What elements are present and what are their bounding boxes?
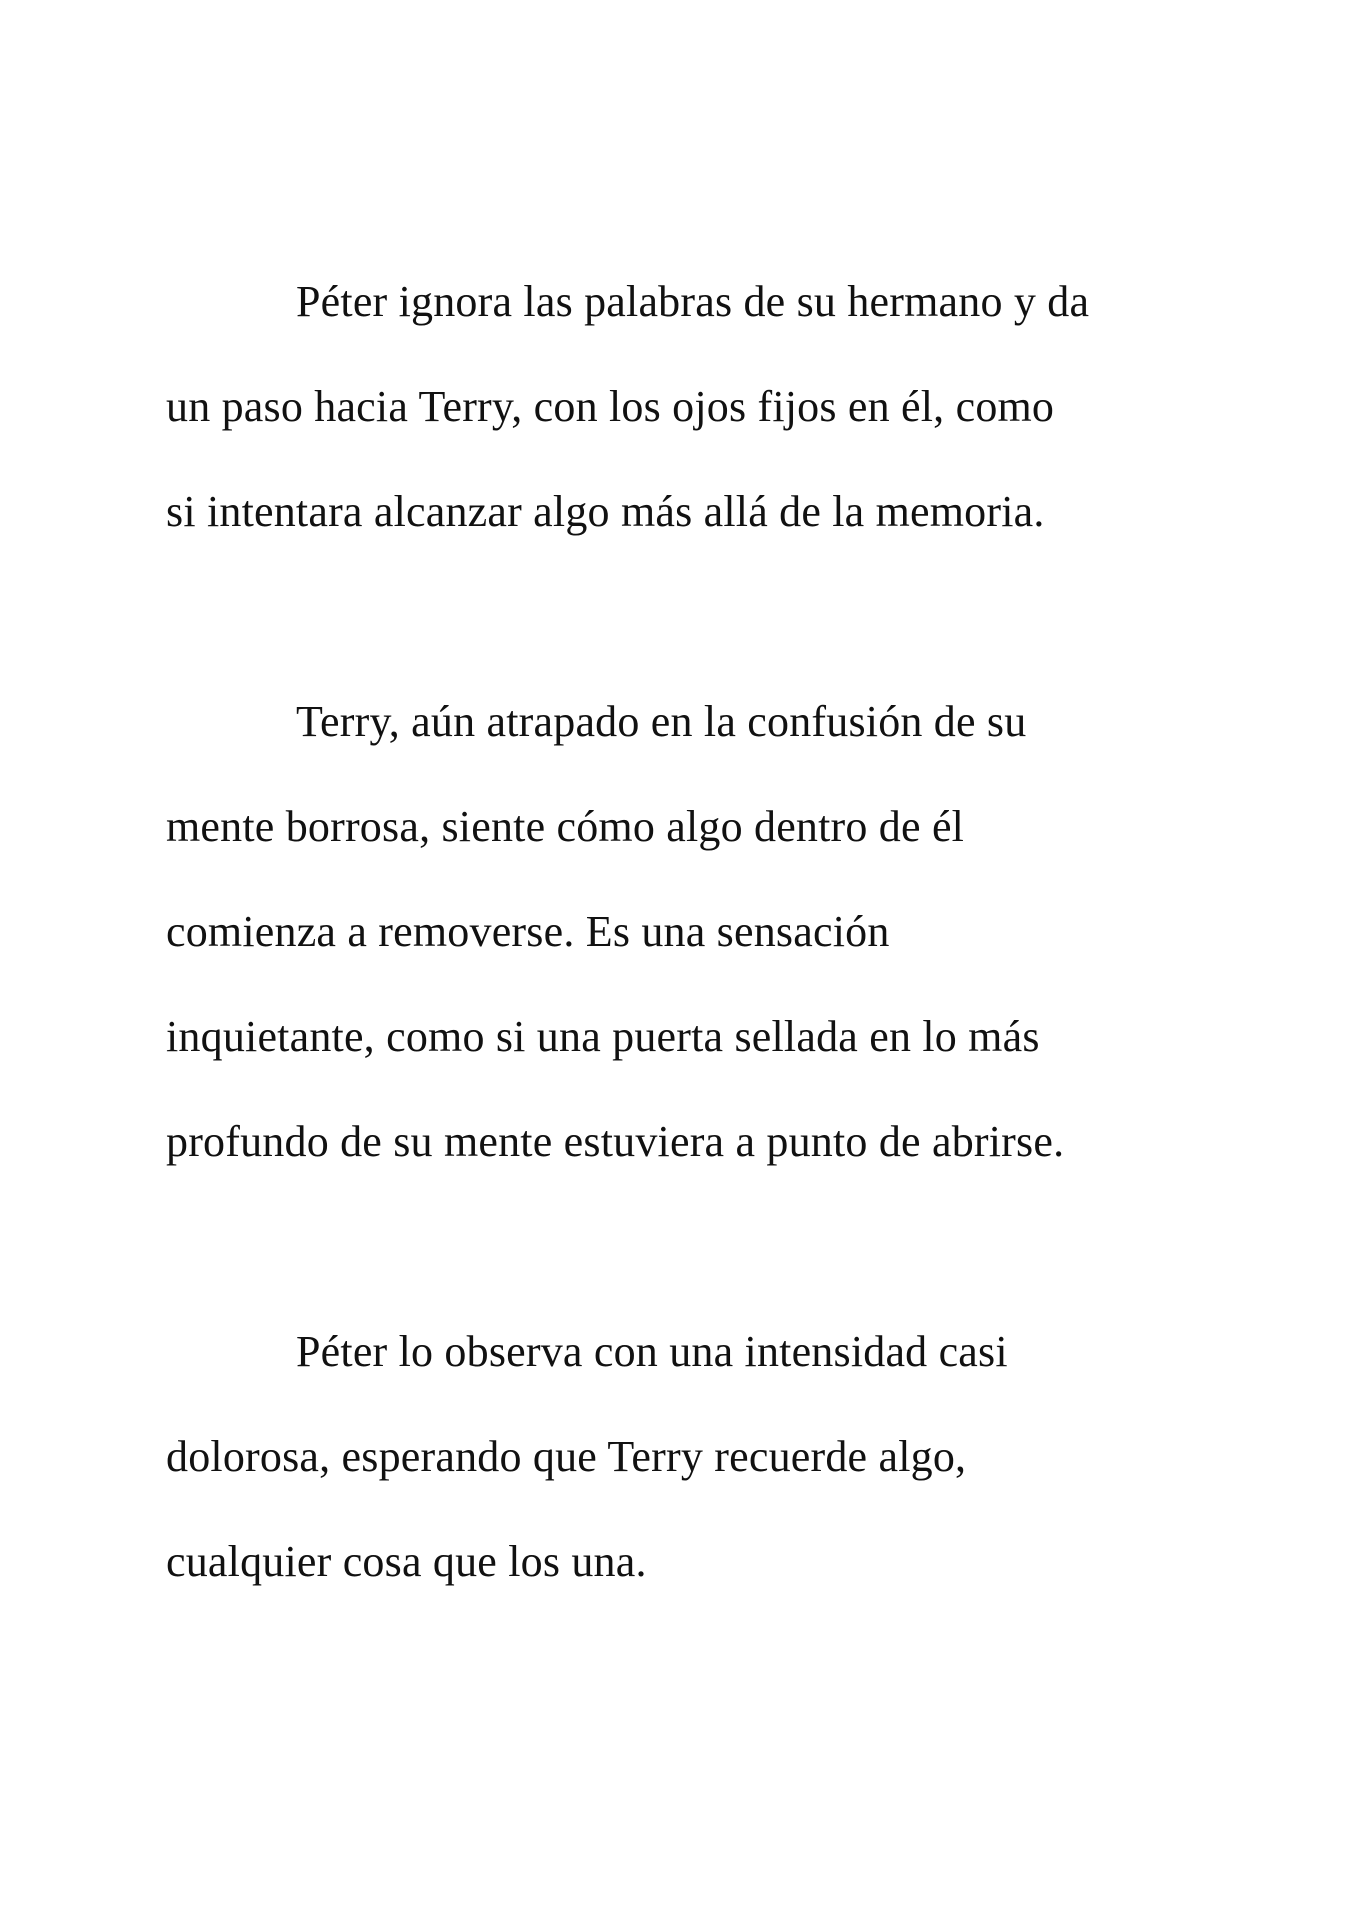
paragraph-2-line-2: mente borrosa, siente cómo algo dentro de él: [166, 802, 965, 851]
paragraph-2-line-5: profundo de su mente estuviera a punto de abrirse.: [166, 1117, 1065, 1166]
paragraph-2-line-1: Terry, aún atrapado en la confusión de su: [296, 697, 1027, 746]
paragraph-3-line-1: Péter lo observa con una intensidad casi: [296, 1327, 1008, 1376]
paragraph-3-line-2: dolorosa, esperando que Terry recuerde algo,: [166, 1432, 967, 1481]
paragraph-1-line-3: si intentara alcanzar algo más allá de la memoria.: [166, 487, 1045, 536]
paragraph-3-line-3: cualquier cosa que los una.: [166, 1537, 647, 1586]
paragraph-1-line-2: un paso hacia Terry, con los ojos fijos en él, como: [166, 382, 1055, 431]
paragraph-2-line-3: comienza a removerse. Es una sensación: [166, 907, 890, 956]
paragraph-1-line-1: Péter ignora las palabras de su hermano y da: [296, 277, 1090, 326]
paragraph-2-line-4: inquietante, como si una puerta sellada en lo más: [166, 1012, 1040, 1061]
